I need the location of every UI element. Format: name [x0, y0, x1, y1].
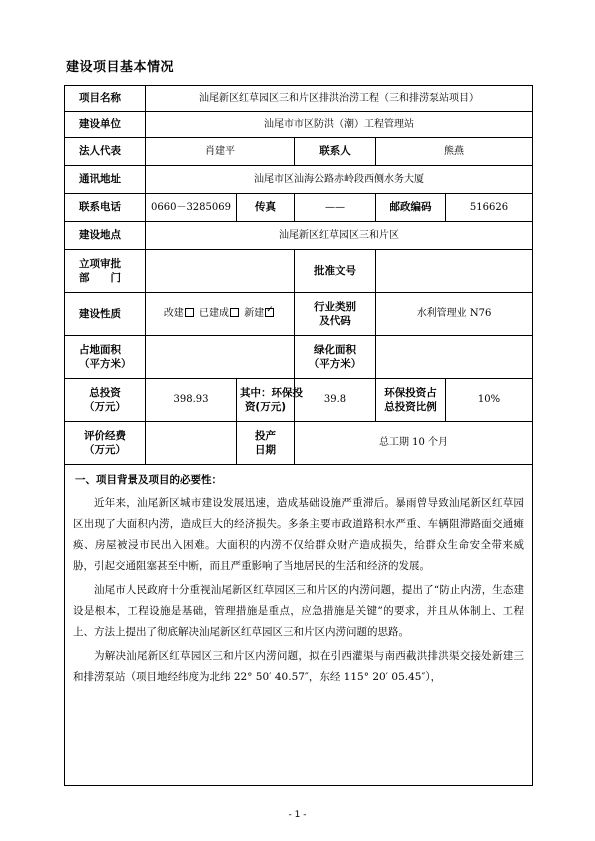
env-ratio-label-line2: 总投资比例 — [384, 401, 437, 413]
postcode-value: 516626 — [446, 194, 533, 222]
invest-value: 398.93 — [146, 379, 237, 422]
phone-label: 联系电话 — [65, 194, 146, 222]
row-phone — [65, 194, 533, 222]
project-name-label: 项目名称 — [65, 86, 146, 112]
eval-fee-label-line1: 评价经费 — [84, 429, 126, 442]
industry-label-line1: 行业类别 — [314, 300, 356, 313]
row-project-name — [65, 86, 533, 112]
area-value — [146, 336, 295, 379]
legal-rep-label: 法人代表 — [65, 138, 146, 166]
approval-dept-label — [65, 250, 146, 293]
env-invest-value: 39.8 — [295, 379, 376, 422]
postcode-label: 邮政编码 — [376, 194, 446, 222]
nature-label: 建设性质 — [65, 293, 146, 336]
invest-label-line1: 总投资 — [89, 386, 121, 399]
project-name-value: 汕尾新区红草园区三和片区排洪治涝工程（三和排涝泵站项目） — [146, 86, 533, 112]
section-title: 建设项目基本情况 — [66, 60, 175, 75]
invest-label-line2: （万元） — [84, 401, 126, 413]
green-label-line2: （平方米） — [308, 358, 362, 370]
site-value: 汕尾新区红草园区三和片区 — [146, 222, 533, 250]
contact-value: 熊燕 — [376, 138, 533, 166]
row-invest — [65, 379, 533, 422]
nature-options — [146, 293, 295, 336]
industry-value: 水利管理业 N76 — [376, 293, 533, 336]
row-address — [65, 166, 533, 194]
address-value: 汕尾市区汕海公路赤岭段西侧水务大厦 — [146, 166, 533, 194]
prod-date-label-line1: 投产 — [255, 429, 276, 442]
approval-dept-label-line2: 部 门 — [79, 272, 121, 284]
green-label — [295, 336, 376, 379]
row-approval — [65, 250, 533, 293]
prod-date-label-line2: 日期 — [255, 444, 276, 456]
phone-value: 0660－3285069 — [146, 194, 237, 222]
env-invest-label-line1: 其中：环保投 — [240, 386, 303, 399]
nature-option-built: 已建成 — [199, 308, 229, 320]
invest-label — [65, 379, 146, 422]
background-heading: 一、项目背景及项目的必要性： — [75, 474, 222, 486]
background-paragraph-1: 近年来，汕尾新区城市建设发展迅速，造成基础设施严重滞后。暴雨曾导致汕尾新区红草园区出现了大面积内涝，造成巨大的经济损失。多条主要市政道路积水严重、车辆阻滞路面交通瘫痪、房屋被浸市民出入困难。大面积的内涝不仅给群众财产造成损失，给群众生命安全带来威胁，引起交通阻塞甚至中断，而且严重影响了当地居民的生活和经济的发展。 — [73, 497, 525, 573]
approval-no-value — [376, 250, 533, 293]
background-section — [65, 465, 533, 786]
built-checkbox[interactable] — [230, 308, 239, 317]
page-number: - 1 - — [288, 810, 307, 820]
green-value — [376, 336, 533, 379]
nature-option-new: 新建 — [244, 308, 265, 320]
env-ratio-label-line1: 环保投资占 — [384, 386, 437, 399]
area-label-line2: （平方米） — [79, 358, 132, 370]
address-label: 通讯地址 — [65, 166, 146, 194]
fax-value: —— — [295, 194, 376, 222]
rebuild-checkbox[interactable] — [185, 308, 194, 317]
env-ratio-value: 10% — [446, 379, 533, 422]
area-label — [65, 336, 146, 379]
nature-option-rebuild: 改建 — [163, 308, 184, 320]
fax-label: 传真 — [237, 194, 295, 222]
legal-rep-value: 肖建平 — [146, 138, 295, 166]
background-paragraph-2: 汕尾市人民政府十分重视汕尾新区红草园区三和片区的内涝问题，提出了“防止内涝，生态建设是根本，工程设施是基础，管理措施是重点，应急措施是关键”的要求，并且从体制上、工程上、方法上提出了彻底解决汕尾新区红草园区三和片区内涝问题的思路。 — [73, 584, 525, 639]
eval-fee-value — [146, 422, 237, 465]
row-site — [65, 222, 533, 250]
green-label-line1: 绿化面积 — [314, 343, 356, 356]
eval-fee-label-line2: （万元） — [84, 444, 126, 456]
new-checkbox-checked[interactable] — [265, 308, 274, 317]
project-info-table — [64, 85, 533, 786]
eval-fee-label — [65, 422, 146, 465]
row-area — [65, 336, 533, 379]
area-label-line1: 占地面积 — [79, 343, 121, 356]
prod-date-value: 总工期 10 个月 — [295, 422, 533, 465]
builder-label: 建设单位 — [65, 112, 146, 138]
env-ratio-label — [376, 379, 446, 422]
row-background — [65, 465, 533, 786]
industry-label — [295, 293, 376, 336]
builder-value: 汕尾市市区防洪（潮）工程管理站 — [146, 112, 533, 138]
row-nature — [65, 293, 533, 336]
industry-label-line2: 及代码 — [319, 315, 351, 327]
approval-dept-label-line1: 立项审批 — [79, 257, 121, 270]
row-legal-rep — [65, 138, 533, 166]
row-builder — [65, 112, 533, 138]
background-paragraph-3: 为解决汕尾新区红草园区三和片区内涝问题，拟在引西灌渠与南西截洪排洪渠交接处新建三和排涝泵站（项目地经纬度为北纬 22° 50′ 40.57″，东经 115° 20′ 05.45″）， — [73, 650, 525, 684]
site-label: 建设地点 — [65, 222, 146, 250]
prod-date-label — [237, 422, 295, 465]
env-invest-label-line2: 资(万元) — [244, 401, 287, 413]
approval-dept-value — [146, 250, 295, 293]
row-eval-fee — [65, 422, 533, 465]
contact-label: 联系人 — [295, 138, 376, 166]
approval-no-label: 批准文号 — [295, 250, 376, 293]
env-invest-label — [237, 379, 303, 422]
